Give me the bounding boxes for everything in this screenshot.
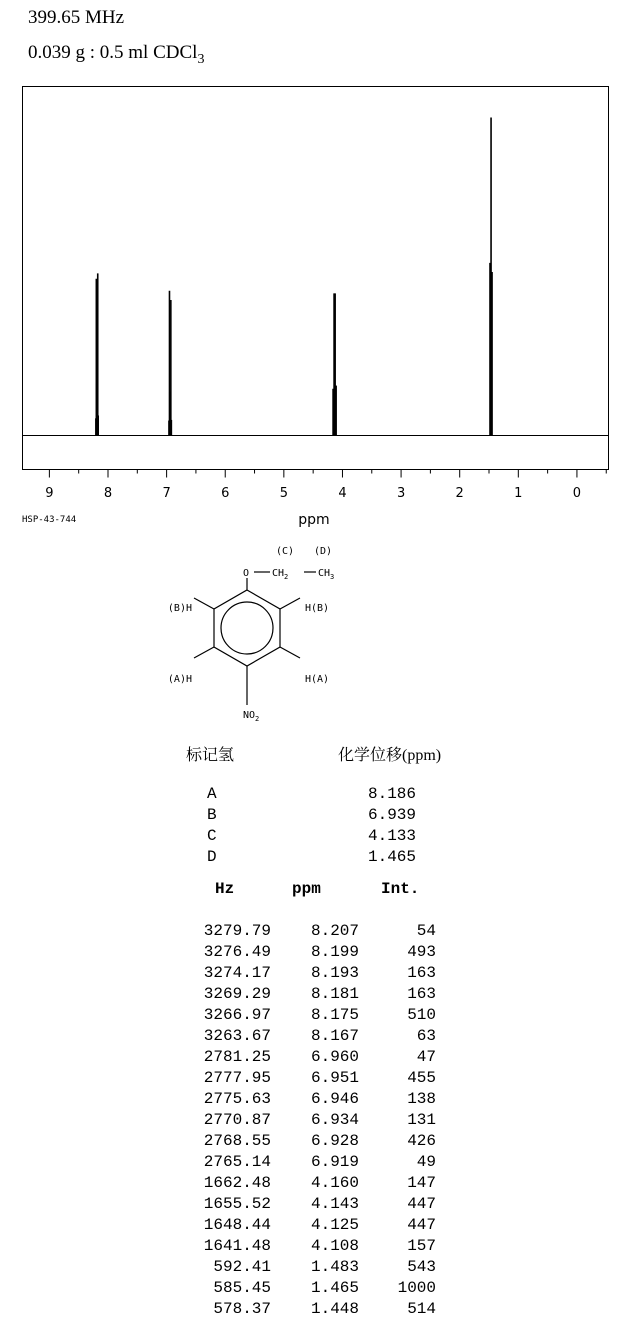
intensity-cell: 131 <box>407 1111 436 1129</box>
peak-table-row <box>0 1237 626 1258</box>
hz-cell: 1641.48 <box>203 1237 271 1255</box>
intensity-cell: 493 <box>407 943 436 961</box>
peak-table-row <box>0 943 626 964</box>
x-tick-label: 9 <box>45 486 54 501</box>
peak-table-row <box>0 1090 626 1111</box>
hz-cell: 2777.95 <box>203 1069 271 1087</box>
hz-cell: 1662.48 <box>203 1174 271 1192</box>
plot-frame <box>23 87 609 470</box>
c-tag: (C) <box>276 546 295 557</box>
ha-left-label: (A)H <box>167 674 192 685</box>
oxygen-label: O <box>243 568 250 579</box>
d-tag: (D) <box>314 546 333 557</box>
bond-ha-right <box>280 647 300 658</box>
molecule-structure <box>140 538 360 728</box>
hz-cell: 2770.87 <box>203 1111 271 1129</box>
peak-table-row <box>0 1258 626 1279</box>
col-hz-header: Hz <box>215 880 235 898</box>
assignment-label: D <box>207 848 217 866</box>
assignment-row <box>0 806 626 827</box>
intensity-cell: 157 <box>407 1237 436 1255</box>
x-tick-label: 4 <box>338 486 347 501</box>
peak-table-row <box>0 964 626 985</box>
assignment-label: C <box>207 827 217 845</box>
ha-right-label: H(A) <box>305 674 330 685</box>
ppm-cell: 8.181 <box>310 985 359 1003</box>
hz-cell: 592.41 <box>213 1258 271 1276</box>
intensity-cell: 47 <box>416 1048 436 1066</box>
x-tick-label: 0 <box>572 486 582 501</box>
ppm-cell: 6.946 <box>310 1090 359 1108</box>
assignment-shift: 6.939 <box>367 806 416 824</box>
hz-cell: 1648.44 <box>203 1216 271 1234</box>
nmr-spectrum-chart <box>0 0 626 540</box>
bond-ha-left <box>194 647 214 658</box>
aromatic-circle <box>221 602 273 654</box>
bond-hb-left <box>194 598 214 609</box>
peak-table-row <box>0 1027 626 1048</box>
ppm-cell: 1.465 <box>310 1279 359 1297</box>
peak-table-row <box>0 1048 626 1069</box>
hb-left-label: (B)H <box>167 603 192 614</box>
assignment-shift: 8.186 <box>367 785 416 803</box>
ppm-cell: 1.483 <box>310 1258 359 1276</box>
assignment-shift: 4.133 <box>367 827 416 845</box>
peak-table-header <box>0 880 626 902</box>
x-tick-label: 7 <box>162 486 171 501</box>
ppm-cell: 8.175 <box>310 1006 359 1024</box>
hz-cell: 3279.79 <box>203 922 271 940</box>
assignment-shift: 1.465 <box>367 848 416 866</box>
peak-table-row <box>0 1216 626 1237</box>
assignment-label: B <box>207 806 217 824</box>
no2-label: $NO_2$ <box>243 710 260 723</box>
sample-subscript: 3 <box>197 51 205 67</box>
hz-cell: 3269.29 <box>203 985 271 1003</box>
ppm-cell: 4.143 <box>310 1195 359 1213</box>
x-tick-label: 3 <box>396 486 406 501</box>
col-int-header: Int. <box>381 880 420 898</box>
peak-table-row <box>0 1279 626 1300</box>
ppm-cell: 4.125 <box>310 1216 359 1234</box>
ch2-label: $CH_2$ <box>272 568 289 581</box>
intensity-cell: 543 <box>407 1258 436 1276</box>
ppm-cell: 6.919 <box>310 1153 359 1171</box>
ch3-label: $CH_3$ <box>318 568 335 581</box>
intensity-cell: 455 <box>407 1069 436 1087</box>
intensity-cell: 510 <box>407 1006 436 1024</box>
spectrum-code: HSP-43-744 <box>22 515 77 525</box>
peak-table-row <box>0 985 626 1006</box>
hz-cell: 578.37 <box>213 1300 271 1318</box>
x-tick-label: 5 <box>279 486 288 501</box>
x-tick-label: 2 <box>455 486 464 501</box>
hz-cell: 2781.25 <box>203 1048 271 1066</box>
assignment-row <box>0 848 626 869</box>
intensity-cell: 49 <box>416 1153 436 1171</box>
assignment-label: A <box>207 785 217 803</box>
ppm-cell: 8.167 <box>310 1027 359 1045</box>
intensity-cell: 447 <box>407 1216 436 1234</box>
ppm-cell: 6.934 <box>310 1111 359 1129</box>
ppm-cell: 8.207 <box>310 922 359 940</box>
peak-table-row <box>0 1300 626 1321</box>
hz-cell: 2768.55 <box>203 1132 271 1150</box>
intensity-cell: 514 <box>407 1300 436 1318</box>
peak-table-row <box>0 1195 626 1216</box>
peak-table-row <box>0 1174 626 1195</box>
hz-cell: 2775.63 <box>203 1090 271 1108</box>
hz-cell: 585.45 <box>213 1279 271 1297</box>
intensity-cell: 147 <box>407 1174 436 1192</box>
peak-table-row <box>0 1153 626 1174</box>
x-tick-label: 6 <box>221 486 230 501</box>
intensity-cell: 1000 <box>397 1279 436 1297</box>
assignment-row <box>0 827 626 848</box>
peak-table-row <box>0 1111 626 1132</box>
ppm-cell: 6.960 <box>310 1048 359 1066</box>
peak-table-row <box>0 922 626 943</box>
intensity-cell: 54 <box>416 922 436 940</box>
spectrometer-frequency: 399.65 MHz <box>28 7 125 28</box>
ppm-cell: 8.199 <box>310 943 359 961</box>
hz-cell: 3274.17 <box>203 964 271 982</box>
intensity-cell: 426 <box>407 1132 436 1150</box>
peaks <box>96 118 492 436</box>
x-axis-ticks <box>45 470 606 502</box>
assignment-row <box>0 785 626 806</box>
x-axis-label: ppm <box>298 512 330 528</box>
ppm-cell: 1.448 <box>310 1300 359 1318</box>
bond-hb-right <box>280 598 300 609</box>
peak-table-row <box>0 1006 626 1027</box>
ppm-cell: 6.928 <box>310 1132 359 1150</box>
ppm-cell: 4.160 <box>310 1174 359 1192</box>
ppm-cell: 4.108 <box>310 1237 359 1255</box>
ppm-cell: 8.193 <box>310 964 359 982</box>
x-tick-label: 8 <box>103 486 113 501</box>
intensity-cell: 138 <box>407 1090 436 1108</box>
hz-cell: 2765.14 <box>203 1153 271 1171</box>
intensity-cell: 63 <box>416 1027 436 1045</box>
assignment-header-label: 标记氢 <box>186 747 235 764</box>
hz-cell: 3263.67 <box>203 1027 271 1045</box>
hz-cell: 3266.97 <box>203 1006 271 1024</box>
hz-cell: 3276.49 <box>203 943 271 961</box>
hb-right-label: H(B) <box>305 603 330 614</box>
peak-table-row <box>0 1069 626 1090</box>
col-ppm-header: ppm <box>292 880 321 898</box>
assignment-header-shift: 化学位移(ppm) <box>338 747 442 764</box>
hz-cell: 1655.52 <box>203 1195 271 1213</box>
x-tick-label: 1 <box>514 486 523 501</box>
peak-table-row <box>0 1132 626 1153</box>
ppm-cell: 6.951 <box>310 1069 359 1087</box>
intensity-cell: 163 <box>407 964 436 982</box>
sample-text: 0.039 g : 0.5 ml CDCl <box>28 42 198 63</box>
intensity-cell: 447 <box>407 1195 436 1213</box>
intensity-cell: 163 <box>407 985 436 1003</box>
